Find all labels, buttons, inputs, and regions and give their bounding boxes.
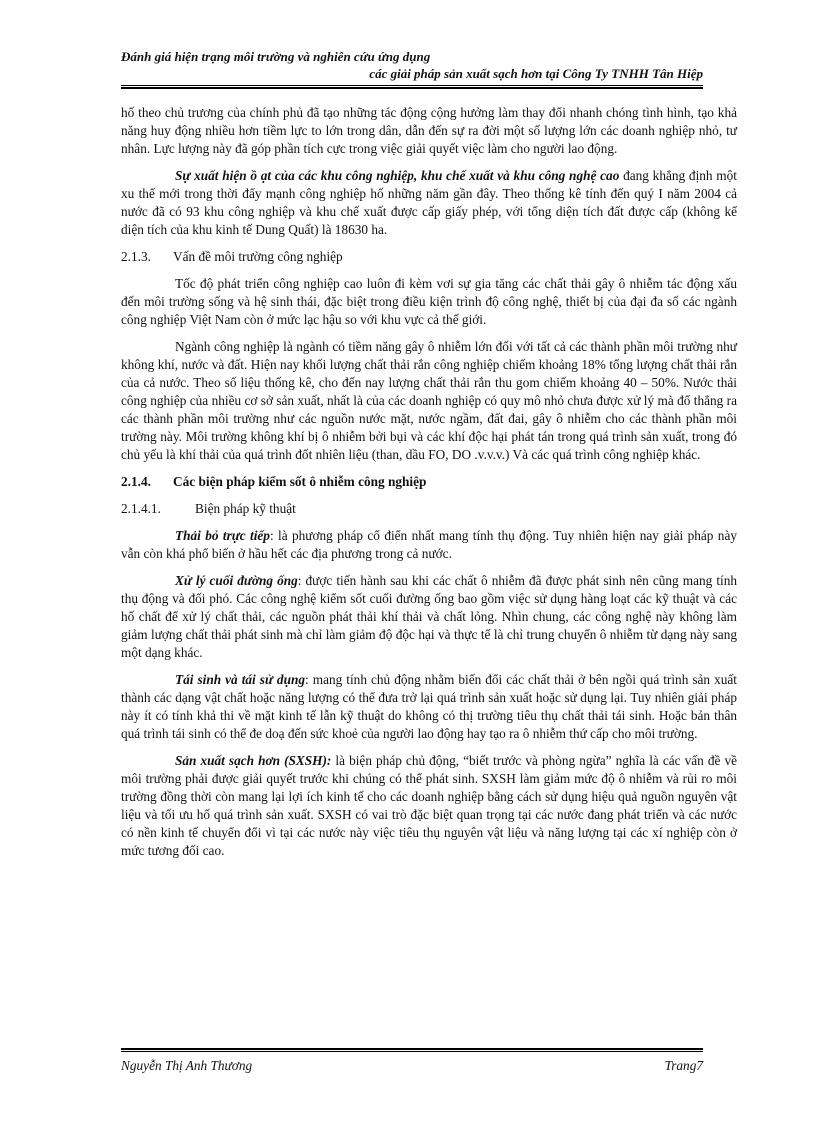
section-number: 2.1.4.1. bbox=[121, 501, 161, 516]
paragraph-text: : là phương pháp cổ điển nhất mang tính thụ động. Tuy nhiên hiện nay giải pháp này vẫn còn khá phổ biến ở hầu hết các địa phương trong cả nước. bbox=[121, 528, 737, 561]
paragraph-text: đang khẳng định một xu thế mới trong thời đẩy mạnh công nghiệp hố những năm gần đây. Theo thống kê tính đến quý I năm 2004 cả nước đã có 93 khu công nghiệp và khu chế xuất được cấp giấy phép, với tổng diện tích đất được cấp (không kể diện tích của khu kinh tế Dung Quất) là 18630 ha. bbox=[121, 168, 737, 237]
emphasis-lead: Tái sinh và tái sử dụng bbox=[175, 672, 306, 687]
section-heading-2-1-4 bbox=[121, 473, 737, 491]
paragraph-continuation: hố theo chủ trương của chính phủ đã tạo những tác động cộng hưởng làm thay đổi nhanh chóng tình hình, tạo khả năng huy động nhiều hơn tiềm lực to lớn trong dân, dẫn đến sự ra đời một số lượng lớn các doanh nghiệp nhỏ, tư nhân. Lực lượng này đã góp phần tích cực trong việc giải quyết việc làm cho người lao động. bbox=[121, 105, 737, 156]
emphasis-lead: Sự xuất hiện ồ ạt của các khu công nghiệp, khu chế xuất và khu công nghệ cao bbox=[175, 168, 620, 183]
paragraph-recycling bbox=[121, 671, 737, 743]
paragraph-end-of-pipe bbox=[121, 572, 737, 662]
paragraph-text: là biện pháp chủ động, “biết trước và phòng ngừa” nghĩa là các vấn đề về môi trường phải được giải quyết trước khi chúng có thể phát sinh. SXSH làm giảm mức độ ô nhiễm và rủi ro môi trường đồng thời còn mang lại lợi ích kinh tế cho các doanh nghiệp bằng cách sử dụng hiệu quả nguồn nguyên vật liệu và tối ưu hố quá trình sản xuất. SXSH có vai trò đặc biệt quan trọng tại các nước đang phát triển và các nước có nền kinh tế chuyển đổi vì tại các nước này việc tiêu thụ nguyên vật liệu và năng lượng tại các xí nghiệp còn ở mức tương đối cao. bbox=[121, 753, 737, 858]
footer-divider bbox=[121, 1048, 703, 1052]
emphasis-lead: Xử lý cuối đường ống bbox=[175, 573, 298, 588]
header-line-1: Đánh giá hiện trạng môi trường và nghiên cứu ứng dụng bbox=[121, 49, 431, 64]
section-heading-2-1-4-1 bbox=[121, 500, 737, 518]
emphasis-lead: Sản xuất sạch hơn (SXSH): bbox=[175, 753, 332, 768]
paragraph-cleaner-production bbox=[121, 752, 737, 860]
header-line-2: các giải pháp sản xuất sạch hơn tại Công Ty TNHH Tân Hiệp bbox=[369, 66, 703, 81]
paragraph-pollution-growth: Tốc độ phát triển công nghiệp cao luôn đi kèm vơi sự gia tăng các chất thải gây ô nhiễm tác động xấu đến môi trường sống và hệ sinh thái, đặc biệt trong điều kiện trình độ công nghệ, thiết bị của đại đa số các ngành công nghiệp Việt Nam còn ở mức lạc hậu so với khu vực cả thế giới. bbox=[121, 276, 737, 327]
page-number: Trang7 bbox=[664, 1058, 703, 1073]
page-body bbox=[121, 104, 737, 869]
paragraph-text: : được tiến hành sau khi các chất ô nhiễm đã được phát sinh nên cũng mang tính thụ động và đối phó. Các công nghệ kiểm sốt cuối đường ống bao gồm việc sử dụng hàng loạt các kỹ thuật và các hố chất để xử lý chất thải, các nguồn phát thải khí thải và chất lỏng. Nhìn chung, các công nghệ này không làm giảm lượng chất thải phát sinh mà chỉ làm giảm độ độc hại và thực tế là chỉ trung chuyển ô nhiễm từ dạng này sang một dạng khác. bbox=[121, 573, 738, 660]
paragraph-direct-disposal bbox=[121, 527, 737, 563]
section-title: Biện pháp kỹ thuật bbox=[195, 501, 296, 516]
emphasis-lead: Thải bỏ trực tiếp bbox=[175, 528, 270, 543]
paragraph-text: : mang tính chủ động nhằm biến đổi các chất thải ở bên ngồi quá trình sản xuất thành các dạng vật chất hoặc năng lượng có thể đưa trở lại quá trình sản xuất hoặc sử dụng lại. Tuy nhiên giải pháp này ít có tính khả thi về mặt kinh tế lẫn kỹ thuật do không có thị trường tiêu thụ chất thải tái sinh. Hoặc bản thân quá trình tái sinh có thể đe doạ đến sức khoẻ của người lao động hay tạo ra ô nhiễm thứ cấp cho môi trường. bbox=[121, 672, 737, 741]
section-heading-2-1-3 bbox=[121, 248, 737, 266]
paragraph-industry-pollution: Ngành công nghiệp là ngành có tiềm năng gây ô nhiễm lớn đối với tất cả các thành phần môi trường như không khí, nước và đất. Hiện nay khối lượng chất thải rắn công nghiệp chiếm khoảng 18% tổng lượng chất thải rắn của cả nước. Theo số liệu thống kê, cho đến nay lượng chất thải rắn thu gom chiếm khoảng 40 – 50%. Nước thải công nghiệp của nhiều cơ sở sản xuất, nhất là của các doanh nghiệp có quy mô nhỏ chưa được xử lý mà đổ thẳng ra các thành phần môi trường như các nguồn nước mặt, nước ngầm, đất đai, gây ô nhiễm cho các thành phần môi trường này. Môi trường không khí bị ô nhiễm bởi bụi và các khí độc hại phát tán trong quá trình sản xuất, trong đó chủ yếu là khí thải của quá trình đốt nhiên liệu (than, dầu FO, DO .v.v.v.) Và các quá trình công nghiệp khác. bbox=[121, 339, 737, 462]
running-footer bbox=[121, 1058, 703, 1074]
running-header bbox=[121, 48, 703, 82]
paragraph-industrial-zones bbox=[121, 167, 737, 239]
header-divider bbox=[121, 85, 703, 89]
section-number: 2.1.3. bbox=[121, 249, 151, 264]
section-title: Vấn đề môi trường công nghiệp bbox=[173, 249, 343, 264]
section-number: 2.1.4. bbox=[121, 474, 151, 489]
footer-author: Nguyễn Thị Anh Thương bbox=[121, 1058, 253, 1073]
section-title: Các biện pháp kiểm sốt ô nhiễm công nghiệp bbox=[173, 474, 427, 489]
